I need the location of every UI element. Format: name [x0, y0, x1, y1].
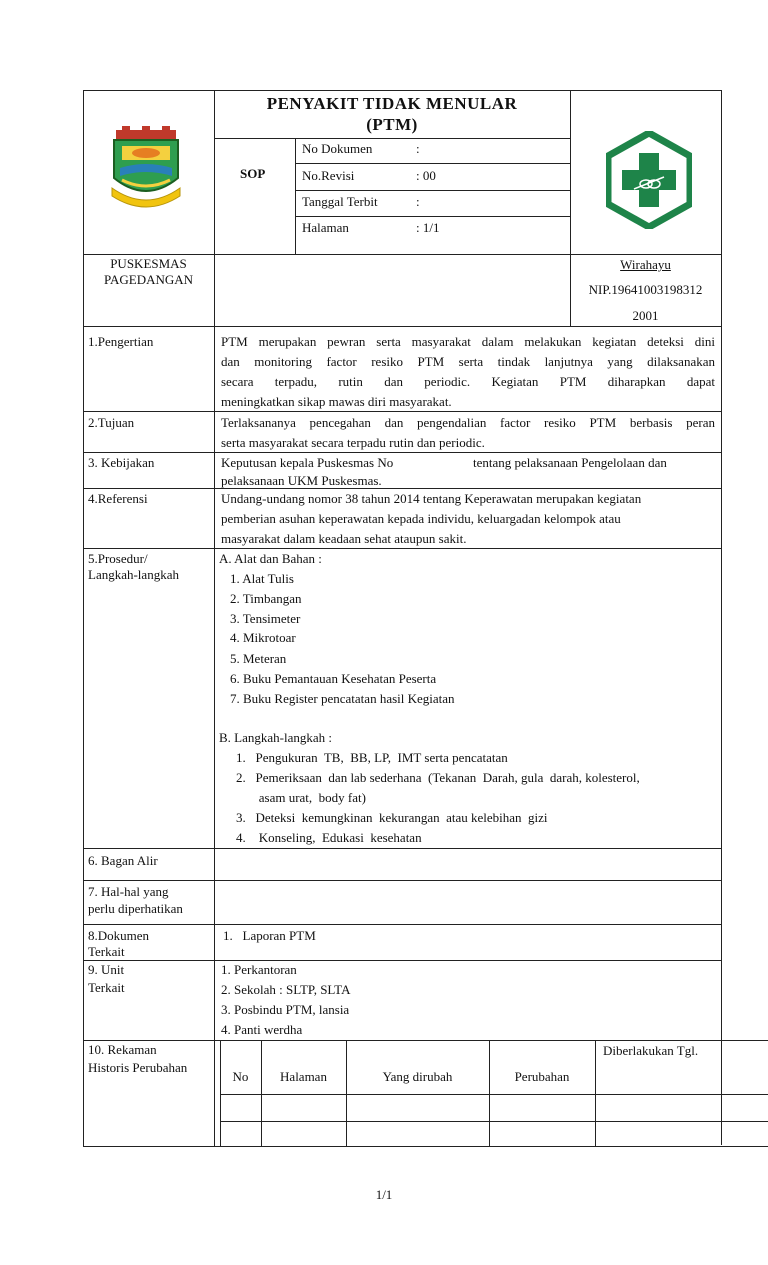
table-header-diberlakukan: Diberlakukan Tgl. — [603, 1043, 699, 1058]
doc-field-value: : — [416, 141, 420, 156]
dokumen-item: 1. Laporan PTM — [223, 928, 316, 943]
divider — [295, 163, 570, 164]
list-item: 4. Mikrotoar — [230, 630, 296, 645]
doc-field-label: No.Revisi — [302, 168, 355, 183]
section-label-dokumen: 8.Dokumen — [88, 928, 150, 943]
divider — [83, 254, 722, 255]
page-number: 1/1 — [375, 1187, 393, 1202]
text-line: masyarakat dalam keadaan sehat ataupun sakit. — [221, 531, 467, 546]
alat-bahan-title: A. Alat dan Bahan : — [219, 551, 322, 566]
frame-left — [83, 90, 84, 1147]
divider — [295, 138, 296, 255]
seal-icon — [108, 126, 184, 208]
regency-seal-logo — [108, 126, 184, 208]
list-item: 1. Perkantoran — [221, 962, 297, 977]
langkah-title: B. Langkah-langkah : — [219, 730, 332, 745]
text-line: meningkatkan sikap mawas diri masyarakat. — [221, 394, 452, 409]
org-name-line1: PUSKESMAS — [110, 256, 187, 271]
list-item: 2. Timbangan — [230, 591, 302, 606]
section-label-kebijakan: 3. Kebijakan — [88, 455, 155, 470]
divider — [83, 880, 722, 881]
divider — [295, 190, 570, 191]
section-label-tujuan: 2.Tujuan — [88, 415, 135, 430]
section-label-prosedur-cont: Langkah-langkah — [88, 567, 179, 582]
puskesmas-cross-logo — [606, 131, 692, 229]
list-item: 3. Posbindu PTM, lansia — [221, 1002, 350, 1017]
kebijakan-text-a: Keputusan kepala Puskesmas No — [221, 455, 394, 470]
referensi-text — [221, 489, 715, 549]
list-item: 5. Meteran — [230, 651, 287, 666]
frame-right — [721, 90, 722, 1145]
section-label-referensi: 4.Referensi — [88, 491, 148, 506]
section-label-rekaman: 10. Rekaman — [88, 1042, 157, 1057]
table-line — [220, 1121, 768, 1122]
signer-name: Wirahayu — [620, 257, 671, 272]
divider — [214, 326, 215, 1147]
list-item: 2. Pemeriksaan dan lab sederhana (Tekanan Darah, gula darah, kolesterol, — [236, 770, 640, 785]
table-header-perubahan: Perubahan — [514, 1069, 570, 1084]
tujuan-text — [221, 413, 715, 453]
section-label-dokumen-cont: Terkait — [88, 944, 125, 959]
doc-field-value: : — [416, 194, 420, 209]
list-item: 3. Tensimeter — [230, 611, 301, 626]
divider — [83, 1040, 722, 1041]
org-name-line2: PAGEDANGAN — [103, 272, 194, 287]
divider — [83, 326, 722, 327]
list-item: 1. Alat Tulis — [230, 571, 294, 586]
table-header-yang-dirubah: Yang dirubah — [382, 1069, 453, 1084]
section-label-unit: 9. Unit — [88, 962, 125, 977]
text-line: PTM merupakan pewran serta masyarakat dalam melakukan kegiatan deteksi dini — [221, 334, 715, 349]
list-item: 3. Deteksi kemungkinan kekurangan atau kelebihan gizi — [236, 810, 548, 825]
divider — [83, 924, 722, 925]
divider — [214, 138, 570, 139]
text-line: pemberian asuhan keperawatan kepada individu, keluargadan kelompok atau — [221, 511, 621, 526]
section-label-bagan: 6. Bagan Alir — [88, 853, 158, 868]
table-header-halaman: Halaman — [280, 1069, 327, 1084]
doc-field-label: Halaman — [302, 220, 349, 235]
divider — [83, 848, 722, 849]
section-label-rekaman-cont: Historis Perubahan — [88, 1060, 188, 1075]
table-line — [220, 1094, 768, 1095]
section-label-unit-cont: Terkait — [88, 980, 125, 995]
list-item: 1. Pengukuran TB, BB, LP, IMT serta pencatatan — [236, 750, 508, 765]
document-title-line2: (PTM) — [366, 115, 418, 134]
text-line: Undang-undang nomor 38 tahun 2014 tentang Keperawatan merupakan kegiatan — [221, 491, 642, 506]
list-item: 2. Sekolah : SLTP, SLTA — [221, 982, 351, 997]
text-line: secara terpadu, rutin dan periodic. Kegiatan PTM diharapkan dapat — [221, 374, 715, 389]
text-line: Terlaksananya pencegahan dan pengendalian factor resiko PTM berbasis peran — [221, 415, 715, 430]
text-line: dan monitoring factor resiko PTM serta tindak lanjutnya yang dilaksanakan — [221, 354, 715, 369]
doc-field-value: : 00 — [416, 168, 436, 183]
section-label-prosedur: 5.Prosedur/ — [88, 551, 148, 566]
list-item: 6. Buku Pemantauan Kesehatan Peserta — [230, 671, 437, 686]
divider — [295, 216, 570, 217]
list-item: 4. Konseling, Edukasi kesehatan — [236, 830, 422, 845]
pengertian-text — [221, 332, 715, 412]
list-item: 4. Panti werdha — [221, 1022, 303, 1037]
section-label-hal-cont: perlu diperhatikan — [88, 901, 183, 916]
table-line — [721, 1040, 768, 1041]
list-item: asam urat, body fat) — [236, 790, 366, 805]
table-header-no: No — [232, 1069, 249, 1084]
sop-label: SOP — [240, 166, 266, 181]
text-line: serta masyarakat secara terpadu rutin dan periodic. — [221, 435, 485, 450]
puskesmas-icon — [606, 131, 692, 229]
kebijakan-text-b: tentang pelaksanaan Pengelolaan dan — [473, 455, 667, 470]
doc-field-value: : 1/1 — [416, 220, 440, 235]
section-label-hal: 7. Hal-hal yang — [88, 884, 169, 899]
frame-top — [83, 90, 722, 91]
signer-nip: NIP.19641003198312 — [588, 282, 703, 297]
section-label-pengertian: 1.Pengertian — [88, 334, 154, 349]
divider — [83, 960, 722, 961]
signer-nip-cont: 2001 — [632, 308, 659, 323]
doc-field-label: Tanggal Terbit — [302, 194, 378, 209]
table-line — [721, 1146, 768, 1147]
list-item: 7. Buku Register pencatatan hasil Kegiatan — [230, 691, 455, 706]
divider — [83, 1146, 722, 1147]
document-title-line1: PENYAKIT TIDAK MENULAR — [266, 94, 518, 113]
kebijakan-text-c: pelaksanaan UKM Puskesmas. — [221, 473, 382, 488]
doc-field-label: No Dokumen — [302, 141, 373, 156]
